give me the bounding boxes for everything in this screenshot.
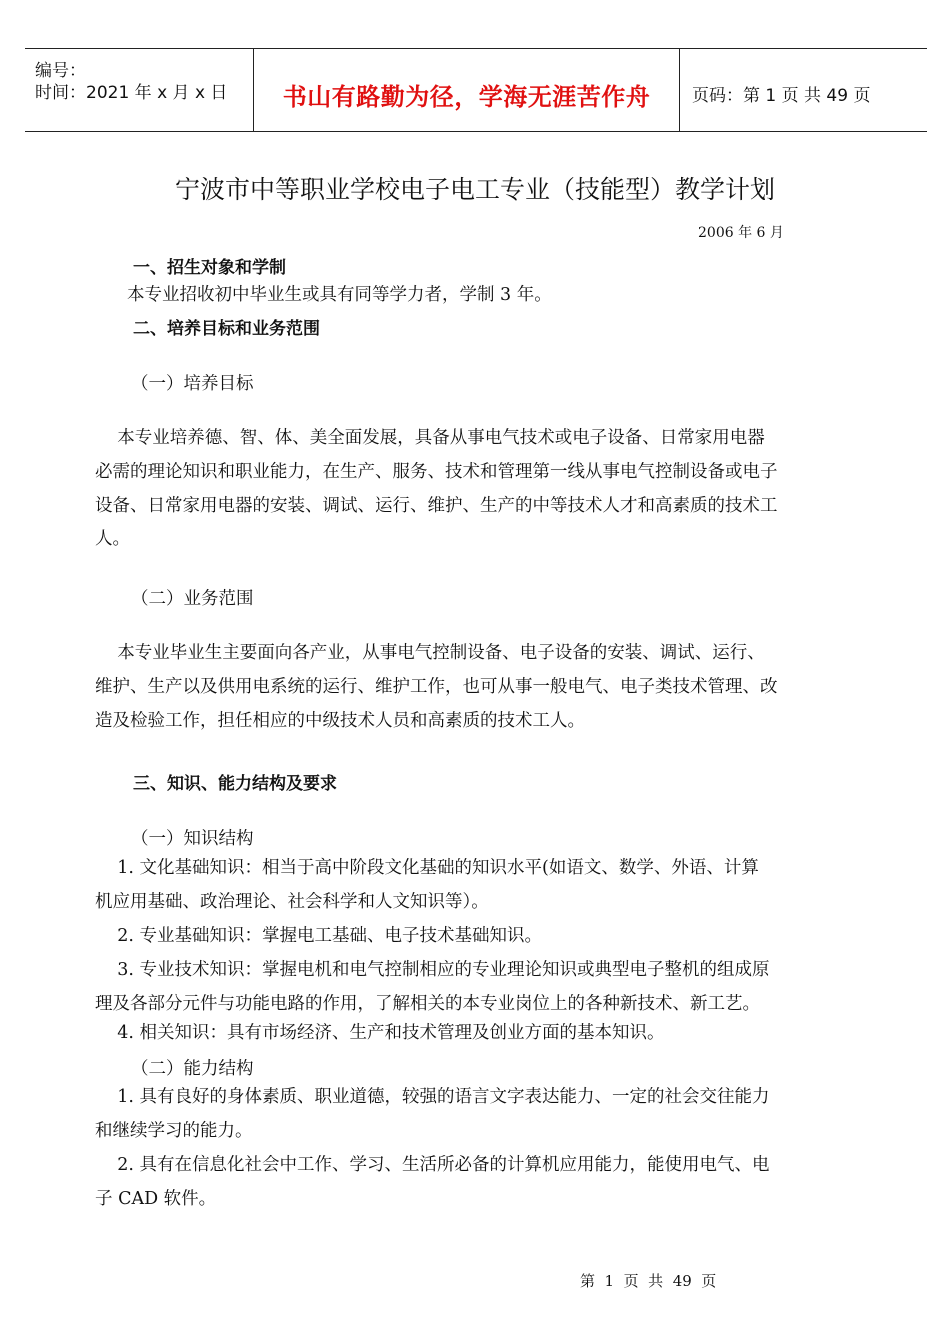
document-title: 宁波市中等职业学校电子电工专业（技能型）教学计划 (174, 175, 775, 204)
header-left-cell (25, 49, 254, 131)
page-header (25, 48, 927, 132)
document-time-label: 时间：2021 年 x 月 x 日 (35, 83, 228, 103)
list-item-line: 2. 具有在信息化社会中工作、学习、生活所必备的计算机应用能力，能使用电气、电 (95, 1155, 770, 1175)
document-number-label: 编号： (35, 61, 86, 81)
list-item-line: 和继续学习的能力。 (95, 1121, 253, 1141)
header-middle-cell (254, 49, 680, 131)
section-2-sub-heading-2: （二）业务范围 (131, 589, 254, 609)
document-date: 2006 年 6 月 (698, 225, 784, 241)
section-3-sub-heading-1: （一）知识结构 (131, 829, 254, 849)
paragraph-line: 设备、日常家用电器的安装、调试、运行、维护、生产的中等技术人才和高素质的技术工 (95, 496, 778, 516)
header-motto: 书山有路勤为径，学海无涯苦作舟 (282, 83, 651, 111)
list-item-line: 4. 相关知识：具有市场经济、生产和技术管理及创业方面的基本知识。 (95, 1023, 665, 1043)
header-page-info: 页码：第 1 页 共 49 页 (692, 86, 871, 106)
paragraph-line: 造及检验工作，担任相应的中级技术人员和高素质的技术工人。 (95, 711, 585, 731)
section-2-heading: 二、培养目标和业务范围 (133, 319, 320, 339)
section-1-heading: 一、招生对象和学制 (133, 258, 286, 278)
list-item-line: 1. 文化基础知识：相当于高中阶段文化基础的知识水平(如语文、数学、外语、计算 (95, 858, 759, 878)
paragraph-line: 本专业培养德、智、体、美全面发展，具备从事电气技术或电子设备、日常家用电器 (95, 428, 765, 448)
paragraph-line: 必需的理论知识和职业能力，在生产、服务、技术和管理第一线从事电气控制设备或电子 (95, 462, 778, 482)
paragraph-line: 维护、生产以及供用电系统的运行、维护工作，也可从事一般电气、电子类技术管理、改 (95, 677, 778, 697)
list-item-line: 机应用基础、政治理论、社会科学和人文知识等）。 (95, 892, 489, 912)
paragraph-line: 人。 (95, 529, 130, 549)
paragraph-line: 本专业毕业生主要面向各产业，从事电气控制设备、电子设备的安装、调试、运行、 (95, 643, 765, 663)
list-item-line: 2. 专业基础知识：掌握电工基础、电子技术基础知识。 (95, 926, 543, 946)
list-item-line: 理及各部分元件与功能电路的作用，了解相关的本专业岗位上的各种新技术、新工艺。 (95, 994, 760, 1014)
section-2-sub-heading-1: （一）培养目标 (131, 374, 254, 394)
page-footer: 第 1 页 共 49 页 (580, 1272, 717, 1290)
section-3-sub-heading-2: （二）能力结构 (131, 1059, 254, 1079)
section-3-heading: 三、知识、能力结构及要求 (133, 774, 337, 794)
list-item-line: 子 CAD 软件。 (95, 1189, 217, 1209)
section-1-text: 本专业招收初中毕业生或具有同等学力者，学制 3 年。 (127, 285, 552, 305)
header-right-cell (680, 49, 927, 131)
list-item-line: 3. 专业技术知识：掌握电机和电气控制相应的专业理论知识或典型电子整机的组成原 (95, 960, 770, 980)
list-item-line: 1. 具有良好的身体素质、职业道德，较强的语言文字表达能力、一定的社会交往能力 (95, 1087, 770, 1107)
